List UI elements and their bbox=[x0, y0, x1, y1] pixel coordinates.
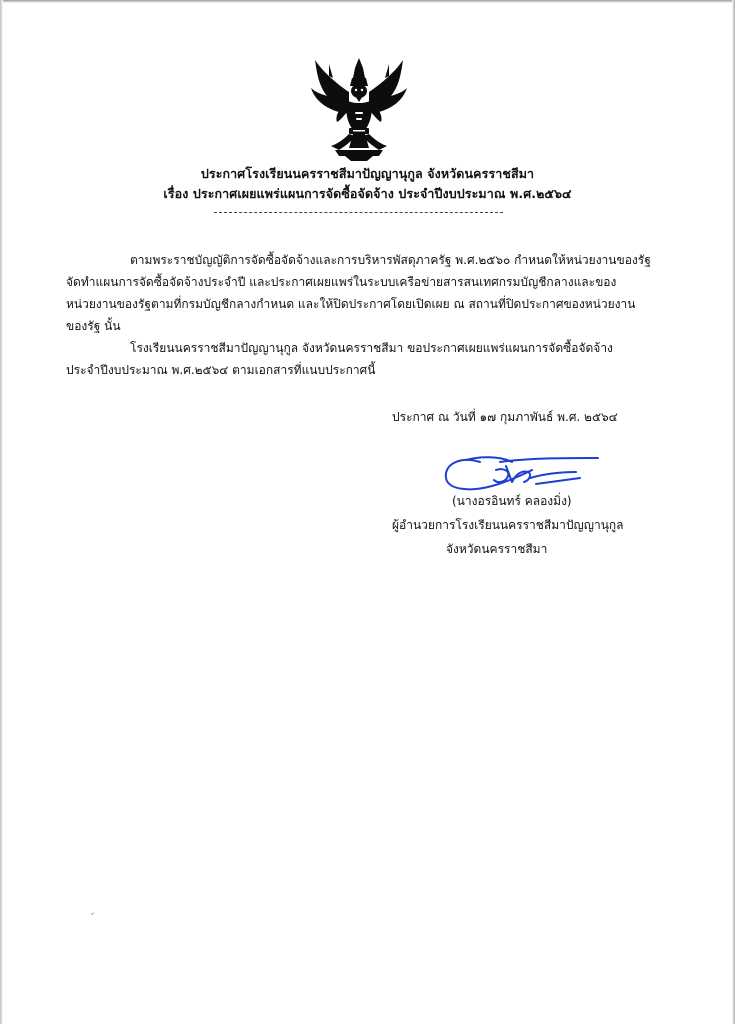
body-line: ประจำปีงบประมาณ พ.ศ.๒๕๖๔ ตามเอกสารที่แนบประกาศนี้ bbox=[66, 363, 376, 377]
header-divider bbox=[214, 212, 503, 213]
body-paragraph-2 bbox=[66, 337, 669, 381]
scan-speck bbox=[90, 911, 96, 917]
document-subject: เรื่อง ประกาศเผยแพร่แผนการจัดซื้อจัดจ้าง ประจำปีงบประมาณ พ.ศ.๒๕๖๔ bbox=[163, 186, 572, 201]
signature-icon bbox=[440, 448, 602, 496]
body-line: หน่วยงานของรัฐตามที่กรมบัญชีกลางกำหนด และให้ปิดประกาศโดยเปิดเผย ณ สถานที่ปิดประกาศของหน่วยงาน bbox=[66, 297, 636, 311]
body-line: ของรัฐ นั้น bbox=[66, 319, 121, 333]
garuda-emblem-icon bbox=[309, 56, 409, 162]
signatory-position: ผู้อำนวยการโรงเรียนนครราชสีมาปัญญานุกูล bbox=[392, 518, 624, 532]
announcement-date: ประกาศ ณ วันที่ ๑๗ กุมภาพันธ์ พ.ศ. ๒๕๖๔ bbox=[392, 410, 618, 424]
body-paragraph-1 bbox=[66, 249, 669, 337]
body-line: โรงเรียนนครราชสีมาปัญญานุกูล จังหวัดนครราชสีมา ขอประกาศเผยแพร่แผนการจัดซื้อจัดจ้าง bbox=[130, 341, 613, 355]
signatory-province: จังหวัดนครราชสีมา bbox=[446, 542, 548, 556]
scan-edge-left bbox=[0, 0, 3, 1024]
signatory-name: (นางอรอินทร์ คลองมิ่ง) bbox=[452, 494, 572, 508]
body-line: จัดทำแผนการจัดซื้อจัดจ้างประจำปี และประกาศเผยแพร่ในระบบเครือข่ายสารสนเทศกรมบัญชีกลางและของ bbox=[66, 275, 617, 289]
scan-edge-top bbox=[0, 0, 735, 3]
document-title: ประกาศโรงเรียนนครราชสีมาปัญญานุกูล จังหวัดนครราชสีมา bbox=[200, 166, 535, 181]
body-line: ตามพระราชบัญญัติการจัดซื้อจัดจ้างและการบริหารพัสดุภาครัฐ พ.ศ.๒๕๖๐ กำหนดให้หน่วยงานของรัฐ bbox=[130, 253, 651, 267]
